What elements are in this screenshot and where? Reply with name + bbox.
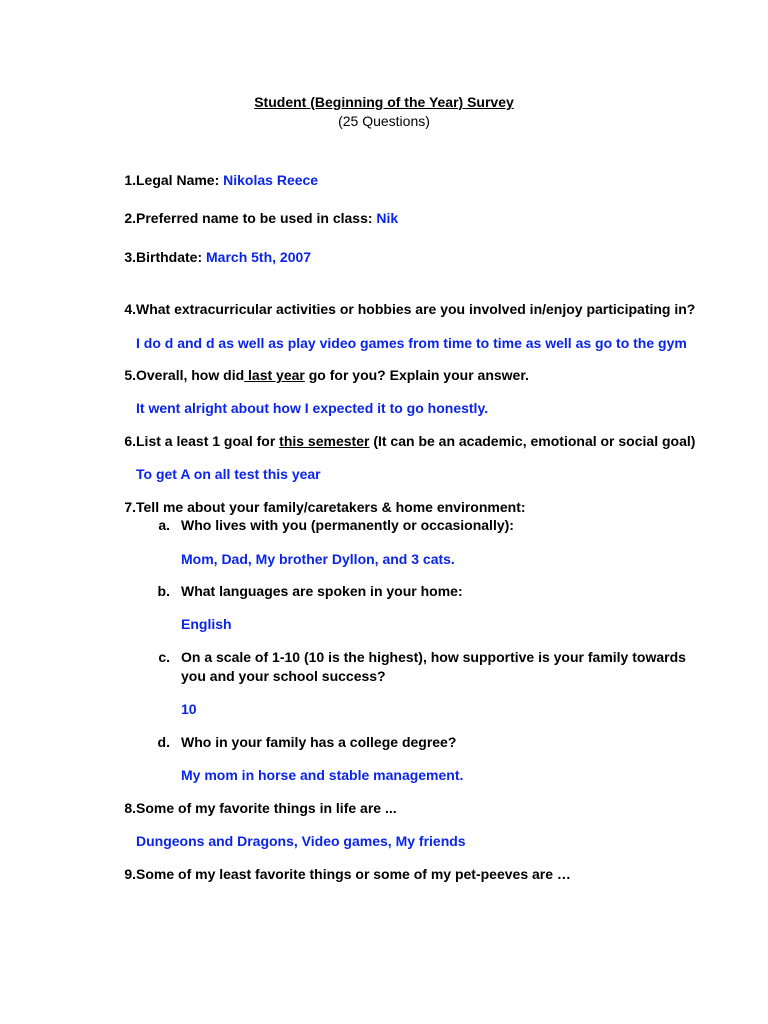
answer-text: Nikolas Reece bbox=[223, 172, 319, 188]
subquestion-letter: d. bbox=[157, 734, 170, 750]
question-number: 6. bbox=[124, 433, 136, 449]
question-6-row bbox=[136, 432, 695, 450]
question-label: Birthdate: bbox=[136, 249, 203, 265]
answer-text: 10 bbox=[181, 701, 197, 717]
question-text: What extracurricular activities or hobbies are you involved in/enjoy participating in? bbox=[136, 301, 696, 317]
answer-text: It went alright about how I expected it to go honestly. bbox=[136, 400, 489, 416]
question-text: On a scale of 1-10 (10 is the highest), how supportive is your family towards bbox=[181, 649, 686, 665]
question-text: Tell me about your family/caretakers & home environment: bbox=[136, 499, 526, 515]
answer-text: English bbox=[181, 616, 232, 632]
page-subtitle: (25 Questions) bbox=[338, 113, 430, 129]
answer-text: Mom, Dad, My brother Dyllon, and 3 cats. bbox=[181, 551, 455, 567]
answer-text: Nik bbox=[376, 210, 399, 226]
question-number: 3. bbox=[124, 249, 136, 265]
question-text-continued: you and your school success? bbox=[181, 668, 386, 684]
question-5-row bbox=[136, 366, 529, 384]
emphasis-text: last year bbox=[244, 367, 305, 383]
answer-text: March 5th, 2007 bbox=[206, 249, 312, 265]
answer-text: Dungeons and Dragons, Video games, My friends bbox=[136, 833, 466, 849]
question-1-row bbox=[136, 171, 318, 189]
question-text: Who in your family has a college degree? bbox=[181, 734, 457, 750]
question-text: List a least 1 goal for bbox=[136, 433, 280, 449]
page-title: Student (Beginning of the Year) Survey bbox=[254, 94, 514, 110]
answer-text: I do d and d as well as play video games from time to time as well as go to the gym bbox=[136, 335, 687, 351]
question-text: Who lives with you (permanently or occasionally): bbox=[181, 517, 514, 533]
question-text: (It can be an academic, emotional or social goal) bbox=[369, 433, 696, 449]
question-text: go for you? Explain your answer. bbox=[304, 367, 529, 383]
question-text: What languages are spoken in your home: bbox=[181, 583, 463, 599]
answer-text: My mom in horse and stable management. bbox=[181, 767, 464, 783]
question-number: 5. bbox=[124, 367, 136, 383]
question-number: 7. bbox=[124, 499, 136, 515]
question-number: 1. bbox=[124, 172, 136, 188]
question-label: Preferred name to be used in class: bbox=[136, 210, 373, 226]
question-3-row bbox=[136, 248, 311, 266]
question-text: Some of my least favorite things or some of my pet-peeves are … bbox=[136, 866, 571, 882]
emphasis-text: this semester bbox=[279, 433, 370, 449]
subquestion-letter: c. bbox=[158, 649, 170, 665]
question-number: 2. bbox=[124, 210, 136, 226]
question-number: 4. bbox=[124, 301, 136, 317]
question-2-row bbox=[136, 209, 398, 227]
question-number: 8. bbox=[124, 800, 136, 816]
subquestion-letter: b. bbox=[157, 583, 170, 599]
question-label: Legal Name: bbox=[136, 172, 220, 188]
answer-text: To get A on all test this year bbox=[136, 466, 321, 482]
question-text: Overall, how did bbox=[136, 367, 245, 383]
question-number: 9. bbox=[124, 866, 136, 882]
question-text: Some of my favorite things in life are ... bbox=[136, 800, 397, 816]
subquestion-letter: a. bbox=[158, 517, 170, 533]
